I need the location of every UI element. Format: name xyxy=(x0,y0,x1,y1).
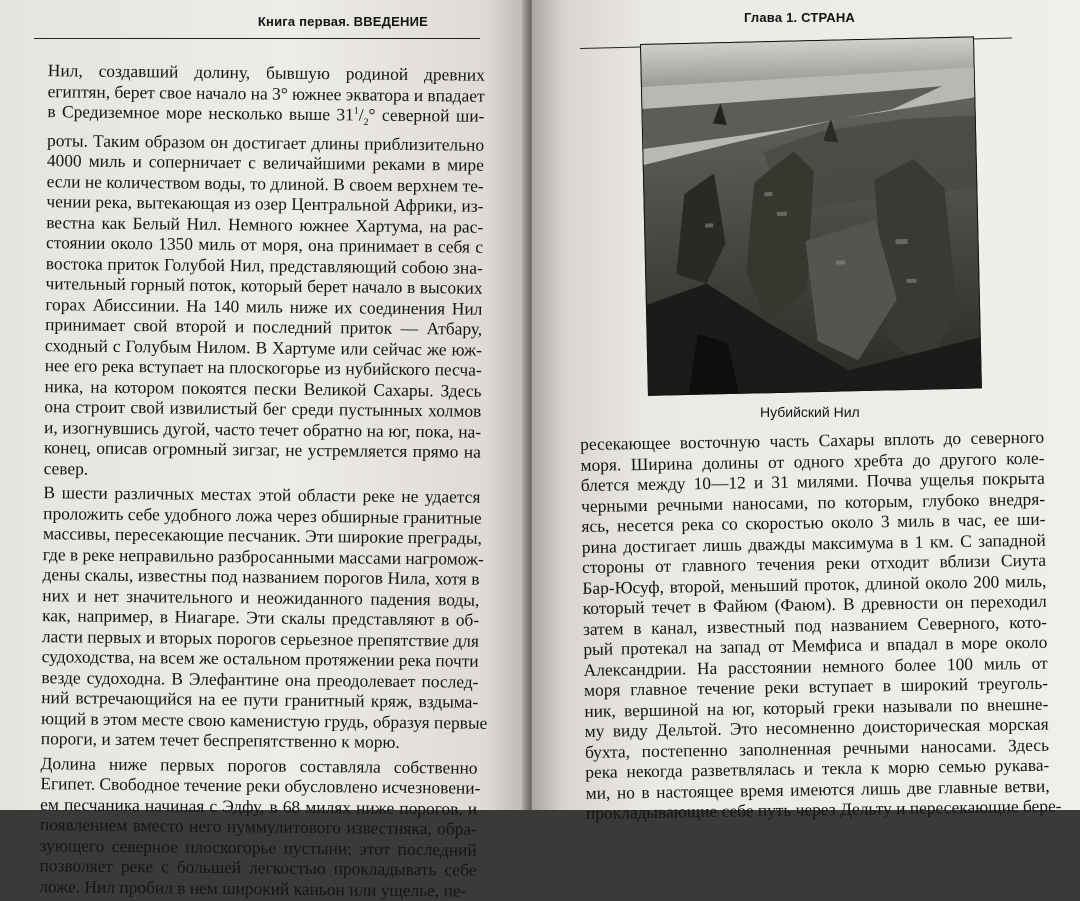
text-line: роты. Таким образом он достигает длины приблизительно xyxy=(47,130,485,155)
text-line: река некогда разветвлялась и текла к морю семью рукава- xyxy=(585,754,1050,782)
text-line: Бар-Юсуф, второй, меньший проток, длиной около 200 миль, xyxy=(582,570,1047,598)
text-line: конец, описав огромный зигзаг, не устремляется прямо на xyxy=(43,437,481,463)
text-line: прокладывающие себе путь через Дельту и пересекающие бере- xyxy=(585,795,1062,823)
text-line: и, изогнувшись дугой, часто течет обратно на юг, пока, на- xyxy=(44,417,482,442)
fraction-tail: ° северной ши- xyxy=(368,104,485,126)
text-line: позволяет реке с большей легкостью прокладывать себе xyxy=(39,855,477,881)
text-line: ний встречающийся на ее пути гранитный кряж, вздыма- xyxy=(41,687,479,713)
text-line: ющий в этом месте свою каменистую грудь, образуя первые xyxy=(40,708,488,733)
running-head-right: Глава 1. СТРАНА xyxy=(744,10,856,25)
text-line: ресекающее восточную часть Сахары вплоть до северного xyxy=(580,426,1045,454)
text-line: принимает свой второй и последний приток — Атбару, xyxy=(45,314,483,340)
fraction-numerator: 1 xyxy=(353,105,359,117)
text-line: который течет в Файюм (Фаюм). В древности он переходил xyxy=(582,590,1047,618)
text-line: сходный с Голубым Нилом. В Хартуме или сейчас же юж- xyxy=(44,335,483,360)
running-head-left: Книга первая. ВВЕДЕНИЕ xyxy=(257,14,428,29)
text-line: черными речными наносами, по которым, глубоко внедря- xyxy=(580,488,1046,516)
left-text-block xyxy=(21,56,488,901)
text-line: в Средиземное море несколько выше $31^1/_2^\circ$ северной ши- xyxy=(47,101,485,129)
text-line: моря главное течение реки вступает в широкий треуголь- xyxy=(583,672,1049,700)
nubian-nile-photo xyxy=(640,36,982,395)
text-line: если не количеством воды, то длиной. В своем верхнем те- xyxy=(46,171,484,196)
text-line: стоянии около 1350 миль от моря, она принимает в себя с xyxy=(45,232,484,258)
text-line: чительный горный поток, который берет начало в высоких xyxy=(45,273,483,299)
text-line: ник, вершиной на юг, который греки называли по внешне- xyxy=(584,693,1049,721)
right-text-block xyxy=(580,426,1062,824)
header-rule-left xyxy=(34,38,480,39)
text-line: му виду Дельтой. Это несомненно доисторическая морская xyxy=(584,713,1049,741)
fraction-denominator: 2 xyxy=(363,116,369,129)
text-line: моря. Ширина долины от одного хребта до другого коле- xyxy=(580,447,1045,475)
text-line: рый протекал на запад от Мемфиса и впадал в море около xyxy=(583,631,1048,659)
text-line: она строит свой извилистый бег среди пустынных холмов xyxy=(44,396,482,422)
text-line: Нил, создавший долину, бывшую родиной древних xyxy=(47,60,485,85)
left-paragraph-3 xyxy=(21,753,481,901)
text-line: дены скалы, известны под названием порогов Нила, хотя в xyxy=(42,564,480,590)
text-line: ника, на котором покоятся пески Великой Сахары. Здесь xyxy=(44,376,482,401)
text-line: появлением вместо него нуммулитового известняка, обра- xyxy=(39,814,478,840)
text-line: горах Абиссинии. На 140 миль ниже их соединения Нил xyxy=(45,294,483,319)
photo-illustration xyxy=(641,37,981,394)
text-line: Египет. Свободное течение реки обусловлено исчезновени- xyxy=(40,773,481,799)
text-line: зующего северное плоскогорье пустыни; этот последний xyxy=(39,835,477,860)
text-line: них и нет значительного и неожиданного падения воды, xyxy=(42,585,480,610)
left-page xyxy=(0,0,528,901)
right-paragraph xyxy=(580,426,1062,824)
text-line: В шести различных местах этой области реке не удается xyxy=(43,482,481,508)
text-line: массивы, пересекающие песчаник. Эти широкие преграды, xyxy=(42,523,483,549)
text-line: пороги, и затем течет беспрепятственно к морю. xyxy=(40,728,400,753)
text-line: 4000 миль и соперничает с величайшими реками в мире xyxy=(46,150,484,176)
right-page xyxy=(532,0,1080,823)
text-line: бухта, постепенно заполненная речными наносами. Здесь xyxy=(584,734,1050,762)
text-line: везде судоходна. В Элефантине она преодолевает послед- xyxy=(41,667,479,692)
text-line: ем песчаника начиная с Эдфу, в 68 милях ниже порогов, и xyxy=(40,794,478,819)
text-line: Долина ниже первых порогов составляла собственно xyxy=(40,753,478,778)
text-line: где в реке неправильно разбросанными массами нагромож- xyxy=(42,544,484,569)
text-line: блется между 10—12 и 31 милями. Почва ущелья покрыта xyxy=(580,467,1045,495)
left-paragraph-1 xyxy=(26,60,485,483)
text-line: нее его река вступает на плоскогорье из нубийского песча- xyxy=(44,355,482,381)
text-line: ясь, несется река со скоростью около 3 миль в час, ее ши- xyxy=(581,508,1046,536)
figure-caption: Нубийский Нил xyxy=(760,404,860,420)
text-line: как, например, в Ниагаре. Эти скалы представляют в об- xyxy=(42,605,480,631)
text-line: ми, но в настоящее время имеются лишь две главные ветви, xyxy=(585,775,1050,803)
text-line: север. xyxy=(43,458,89,479)
text-line: Александрии. На расстоянии немного более 100 миль от xyxy=(583,652,1048,680)
text-line: чении река, вытекающая из озер Центральной Африки, из- xyxy=(46,191,484,217)
text-line: ласти первых и вторых порогов серьезное препятствие для xyxy=(41,626,480,651)
text-line: востока приток Голубой Нил, представляющий собою зна- xyxy=(45,253,483,278)
left-paragraph-2 xyxy=(23,482,488,753)
text-line: египтян, берет свое начало на 3° южнее экватора и впадает xyxy=(47,80,485,106)
text-line: вестна как Белый Нил. Немного южнее Хартума, на рас- xyxy=(46,212,484,237)
text-line: проложить себе удобного ложа через обширные гранитные xyxy=(43,503,482,528)
text-line: стороны от главного течения реки отходит вблизи Сиута xyxy=(581,549,1047,577)
text-line: рина достигает лишь дважды максимума в 1 км. С западной xyxy=(581,529,1046,557)
text-line: судоходства, на всем же остальном протяжении река почти xyxy=(41,646,479,672)
text-line: затем в канал, известный под названием Северного, кото- xyxy=(582,611,1048,639)
text-line: ложе. Нил пробил в нем широкий каньон или ущелье, пе- xyxy=(39,876,467,901)
